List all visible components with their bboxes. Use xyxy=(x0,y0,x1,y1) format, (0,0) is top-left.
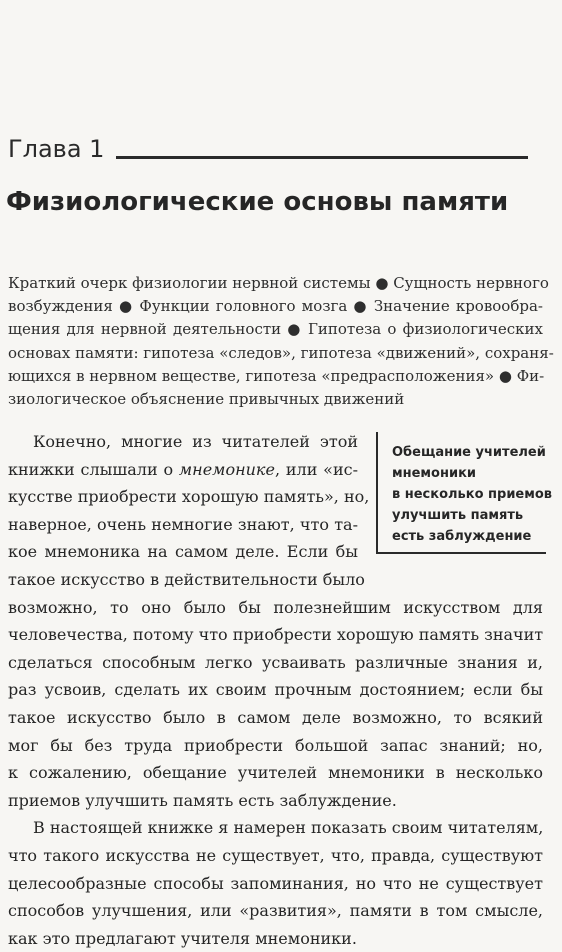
body-line: способов улучшения, или «развития», памяти в том смысле, xyxy=(8,901,543,921)
body-line: такое искусство в действительности было xyxy=(8,569,365,589)
body-line: к сожалению, обещание учителей мнемоники в несколько xyxy=(8,763,543,783)
summary-line: щения для нервной деятельности ● Гипотеза о физиологических xyxy=(8,320,543,339)
body-line xyxy=(8,456,358,484)
body-line: приемов улучшить память есть заблуждение. xyxy=(8,790,397,810)
chapter-summary xyxy=(8,272,554,411)
body-line: такое искусство было в самом деле возможно, то всякий xyxy=(8,707,543,727)
body-line: В настоящей книжке я намерен показать своим читателям, xyxy=(33,818,544,838)
body-line: Конечно, многие из читателей этой xyxy=(33,432,358,451)
body-line: наверное, очень немногие знают, что та- xyxy=(8,514,358,534)
body-line: возможно, то оно было бы полезнейшим искусством для xyxy=(8,597,543,617)
body-line: раз усвоив, сделать их своим прочным достоянием; если бы xyxy=(8,680,543,700)
summary-line: Краткий очерк физиологии нервной системы ● Сущность нервного xyxy=(8,274,549,292)
chapter-title: Физиологические основы памяти xyxy=(6,187,509,217)
summary-line: зиологическое объяснение привычных движений xyxy=(8,390,405,409)
sidebar-note-line: есть заблуждение xyxy=(392,529,532,544)
summary-line: возбуждения ● Функции головного мозга ● Значение кровообра- xyxy=(8,297,543,316)
summary-line: ющихся в нервном веществе, гипотеза «предрасположения» ● Фи- xyxy=(8,366,545,385)
emphasis-mnemonics: мнемонике xyxy=(178,459,275,479)
chapter-label: Глава 1 xyxy=(8,135,105,163)
body-line: кусстве приобрести хорошую память», но, xyxy=(8,487,370,507)
sidebar-note-line: Обещание учителей xyxy=(392,445,546,460)
body-line: сделаться способным легко усваивать различные знания и, xyxy=(8,652,543,672)
body-text xyxy=(8,428,543,952)
body-text-run: книжки слышали о xyxy=(8,459,179,479)
sidebar-note-line: мнемоники xyxy=(392,466,477,481)
chapter-heading xyxy=(8,135,528,163)
chapter-rule xyxy=(116,156,528,159)
body-line: целесообразные способы запоминания, но что не существует xyxy=(8,873,543,893)
body-line: что такого искусства не существует, что, правда, существуют xyxy=(8,845,543,865)
sidebar-note-line: в несколько приемов xyxy=(392,487,553,502)
body-line: как это предлагают учителя мнемоники. xyxy=(8,928,357,948)
summary-line: основах памяти: гипотеза «следов», гипотеза «движений», сохраня- xyxy=(8,343,554,362)
body-text-run: , или «ис- xyxy=(274,459,358,479)
body-line: человечества, потому что приобрести хорошую память значит xyxy=(8,625,544,645)
body-line: кое мнемоника на самом деле. Если бы xyxy=(8,542,358,562)
sidebar-note-line: улучшить память xyxy=(392,508,524,523)
body-line: мог бы без труда приобрести большой запас знаний; но, xyxy=(8,735,543,755)
